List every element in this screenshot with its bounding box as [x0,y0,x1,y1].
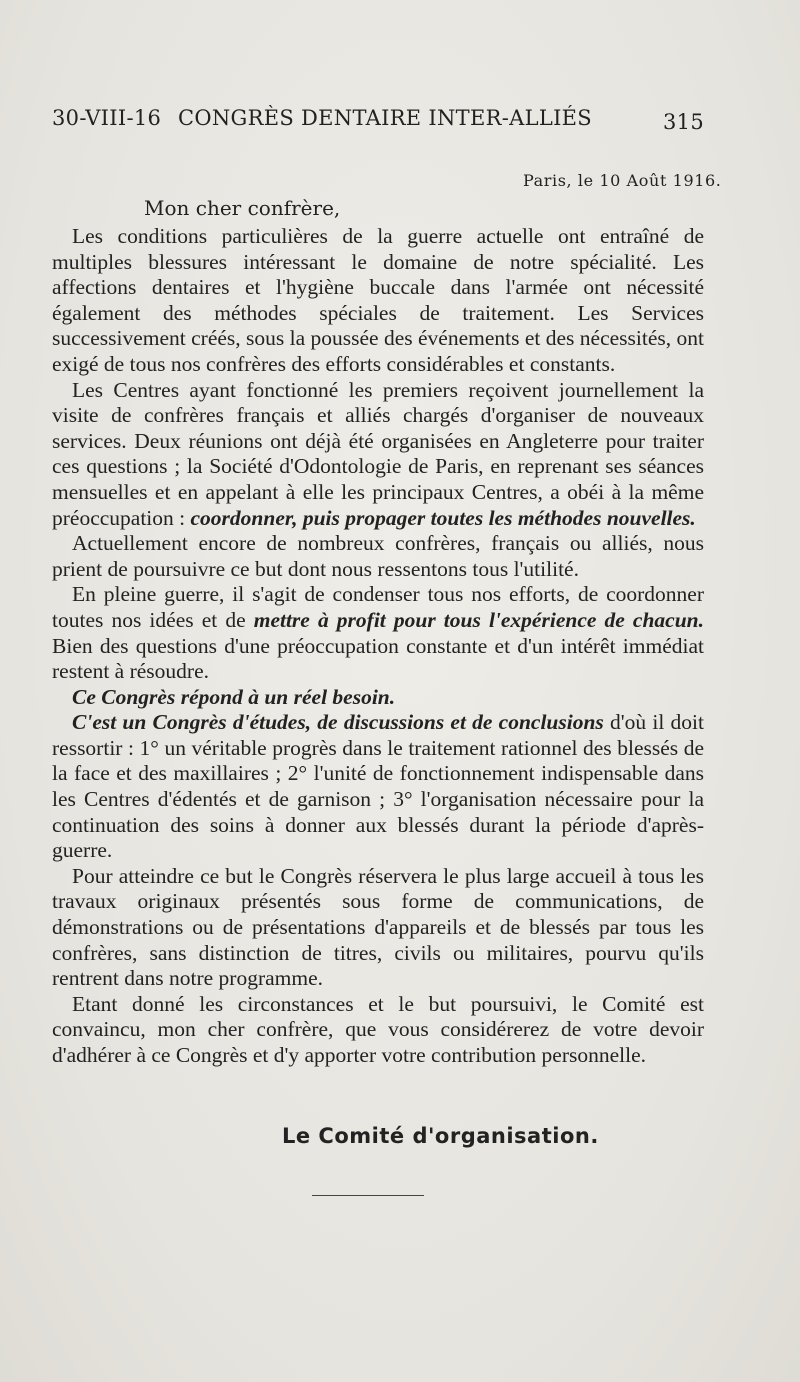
paragraph-7: Pour atteindre ce but le Congrès réservera le plus large accueil à tous les travaux originaux présentés sous forme de communications, de démonstrations ou de présentations d'appareils et de blessés par tous les confrères, sans distinction de titres, civils ou militaires, pourvu qu'ils rentrent dans notre programme. [52,863,704,991]
closing-rule [312,1195,424,1196]
paragraph-6 [52,710,704,864]
paragraph-3: Actuellement encore de nombreux confrères, français ou alliés, nous prient de poursuivre ce but dont nous ressentons tous l'utilité. [52,531,704,581]
paragraph-6-emphasis: C'est un Congrès d'études, de discussions et de conclusions [72,710,604,735]
paragraph-2-text: Les Centres ayant fonctionné les premiers reçoivent journellement la visite de confrères français et alliés chargés d'organiser de nouveaux services. Deux réunions ont déjà été organisées en Angleterre pour traiter ces questions ; la Société d'Odontologie de Paris, en reprenant ses séances mensuelles et en appelant à elle les principaux Centres, a obéi à la même préoccupation : [52,377,704,530]
paragraph-4-emphasis: mettre à profit pour tous l'expérience de chacun. [253,607,704,632]
page-number: 315 [663,110,704,134]
paragraph-2 [52,378,704,532]
header-date-code: 30-VIII-16 [52,106,162,130]
letter-signature: Le Comité d'organisation. [282,1124,599,1148]
paragraph-5-emphasis: Ce Congrès répond à un réel besoin. [72,684,396,709]
paragraph-1: Les conditions particulières de la guerre actuelle ont entraîné de multiples blessures intéressant le domaine de notre spécialité. Les affections dentaires et l'hygiène buccale dans l'armée ont nécessité également des méthodes spéciales de traitement. Les Services successivement créés, sous la poussée des événements et des nécessités, ont exigé de tous nos confrères des efforts considérables et constants. [52,224,704,376]
paragraph-8: Etant donné les circonstances et le but poursuivi, le Comité est convaincu, mon cher confrère, que vous considérerez de votre devoir d'adhérer à ce Congrès et d'y apporter votre contribution personnelle. [52,991,704,1067]
paragraph-6-text: d'où il doit ressortir : 1° un véritable progrès dans le traitement rationnel des blessés de la face et des maxillaires ; 2° l'unité de fonctionnement indispensable dans les Centres d'édentés et de garnison ; 3° l'organisation nécessaire pour la continuation des soins à donner aux blessés durant la période d'après-guerre. [52,710,704,863]
paragraph-4-text-a: En pleine guerre, il s'agit de condenser tous nos efforts, de coordonner toutes nos idées et de [52,582,704,632]
paragraph-2-emphasis: coordonner, puis propager toutes les méthodes nouvelles. [190,505,696,530]
paragraph-4 [52,582,704,684]
running-header [52,106,704,138]
paragraph-4-text-b: Bien des questions d'une préoccupation constante et d'un intérêt immédiat restent à résoudre. [52,633,704,684]
paragraph-5 [52,685,704,711]
letter-body [52,224,704,1069]
letter-place-date: Paris, le 10 Août 1916. [523,171,722,190]
letter-salutation: Mon cher confrère, [144,196,341,220]
header-title: CONGRÈS DENTAIRE INTER-ALLIÉS [178,106,592,130]
